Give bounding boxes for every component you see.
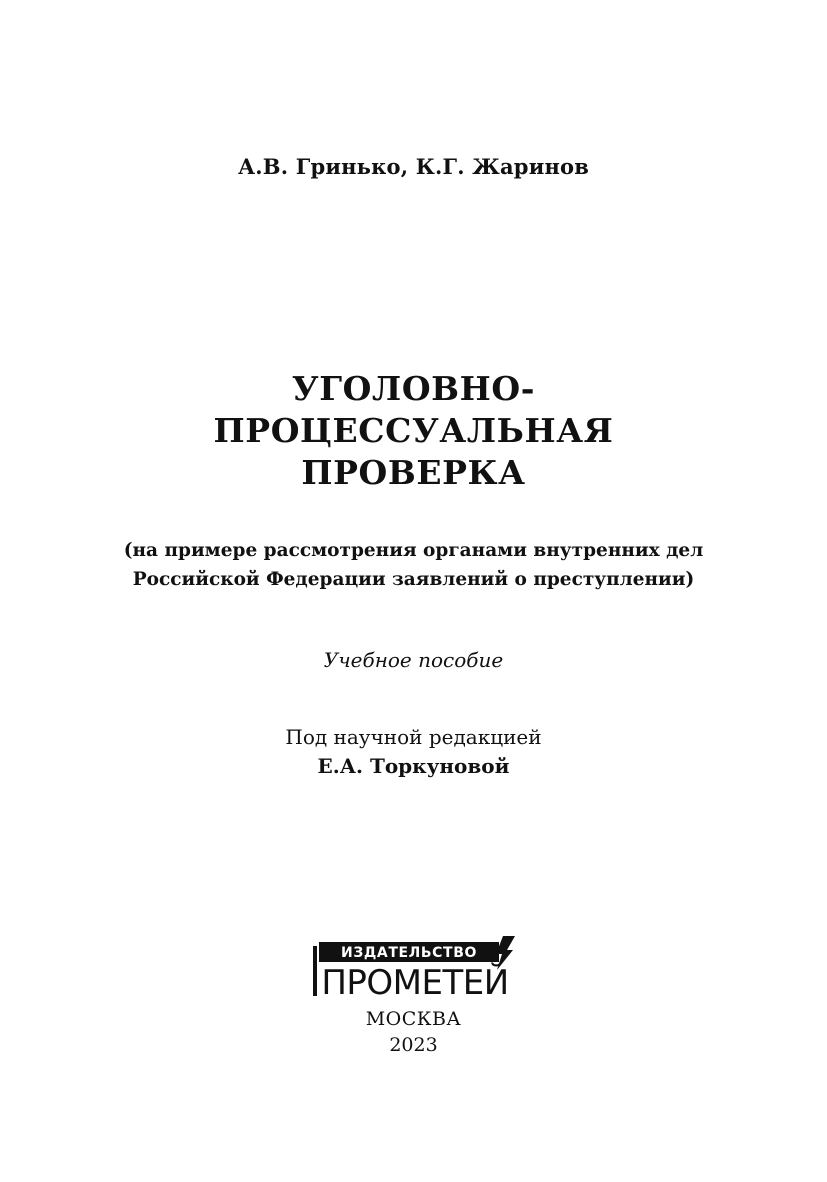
book-subtitle-line-2: Российской Федерации заявлений о преступлении) xyxy=(132,569,695,590)
editor-label: Под научной редакцией xyxy=(285,725,542,749)
book-title-line-3: ПРОВЕРКА xyxy=(301,453,526,492)
book-genre: Учебное пособие xyxy=(323,648,504,672)
book-title-line-2: ПРОЦЕССУАЛЬНАЯ xyxy=(213,411,614,450)
logo-top-text: ИЗДАТЕЛЬСТВО xyxy=(341,945,477,961)
publisher-logo xyxy=(307,936,519,998)
logo-main-text: ПРОМЕТЕЙ xyxy=(321,963,509,998)
editor-name: Е.А. Торкуновой xyxy=(317,754,510,778)
book-title-line-1: УГОЛОВНО- xyxy=(291,369,536,408)
publication-year: 2023 xyxy=(389,1034,438,1056)
authors: А.В. Гринько, К.Г. Жаринов xyxy=(237,154,590,179)
book-title xyxy=(0,368,827,494)
book-subtitle xyxy=(0,536,827,594)
publisher-city: МОСКВА xyxy=(365,1008,462,1030)
book-subtitle-line-1: (на примере рассмотрения органами внутренних дел xyxy=(123,540,704,561)
logo-stem xyxy=(313,946,317,996)
